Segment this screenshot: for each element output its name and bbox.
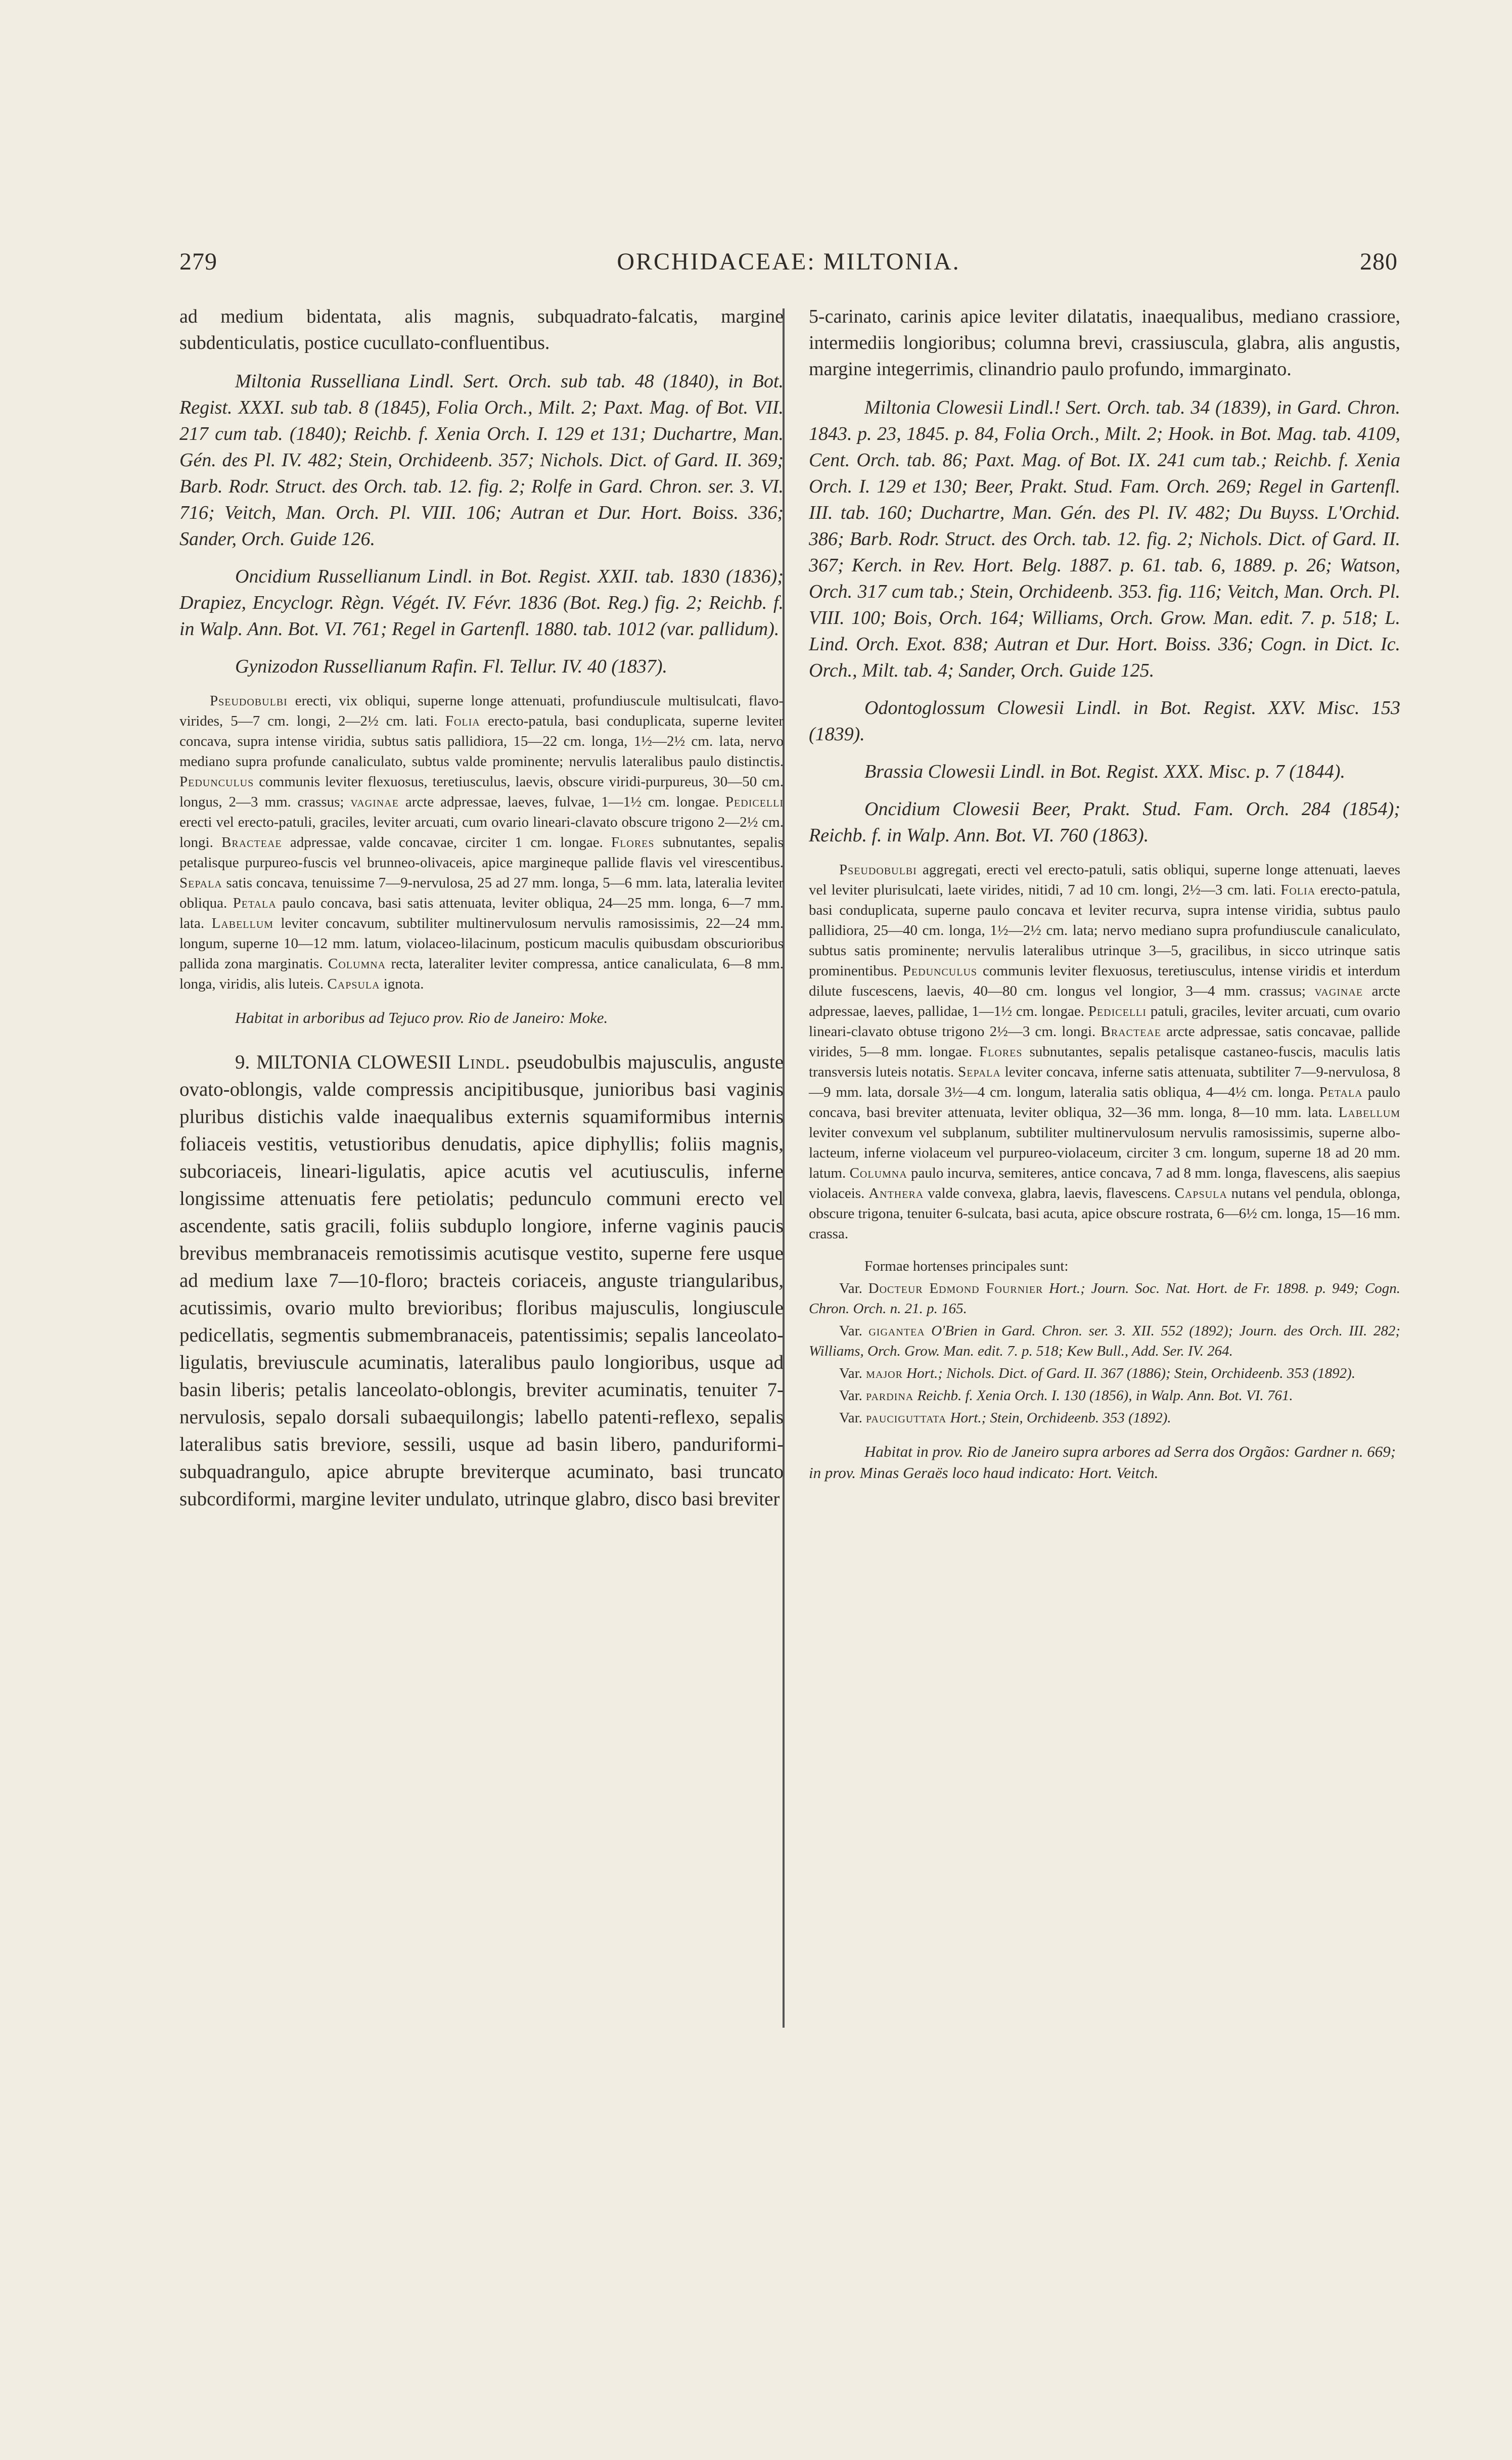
variety-pauciguttata: Var. pauciguttata Hort.; Stein, Orchideenb. 353 (1892). [839, 1410, 1171, 1426]
variety-fournier: Var. Docteur Edmond Fournier Hort.; Journ. Soc. Nat. Hort. de Fr. 1898. p. 949; Cogn. Chron. Orch. n. 21. p. 165. [809, 1280, 1400, 1317]
citation-brassia: Brassia Clowesii Lindl. in Bot. Regist. XXX. Misc. p. 7 (1844). [864, 761, 1346, 782]
right-column [809, 303, 1400, 1504]
description-paragraph: Pseudobulbi erecti, vix obliqui, superne longe attenuati, profundiuscule multisulcati, flavo-virides, 5—7 cm. longi, 2—2½ cm. lati. Folia erecto-patula, basi conduplicata, superne leviter concava, supra intense viridia, subtus satis pallidiora, 15—22 cm. longa, 1½—2½ cm. lata, nervo mediano supra profunde canaliculato, subtus valde prominente; nervulis lateralibus paulo distinctis. Pedunculus communis leviter flexuosus, teretiusculus, laevis, obscure viridi-purpureus, 30—50 cm. longus, 2—3 mm. crassus; vaginae arcte adpressae, laeves, fulvae, 1—1½ cm. longae. Pedicelli erecti vel erecto-patuli, graciles, leviter arcuati, cum ovario lineari-clavato obscure trigono 2—2½ cm. longi. Bracteae adpressae, valde concavae, circiter 1 cm. longae. Flores subnutantes, sepalis petalisque purpureo-fuscis vel brunneo-olivaceis, apice margineque pallide flavis vel virescentibus. Sepala satis concava, tenuissime 7—9-nervulosa, 25 ad 27 mm. longa, 5—6 mm. lata, lateralia leviter obliqua. Petala paulo concava, basi satis attenuata, leviter obliqua, 24—25 mm. longa, 6—7 mm. lata. Labellum leviter concavum, subtiliter multinervulosum nervulis ramosissimis, 22—24 mm. longum, superne 10—12 mm. latum, violaceo-lilacinum, posticum maculis quibusdam obscurioribus pallida zona marginatis. Columna recta, lateraliter leviter compressa, antice canaliculata, 6—8 mm. longa, viridis, alis luteis. Capsula ignota. [179, 693, 784, 992]
page-number-right: 280 [1360, 248, 1398, 275]
species-author: Lindl. [457, 1051, 511, 1073]
description-paragraph-right: Pseudobulbi aggregati, erecti vel erecto-patuli, satis obliqui, superne longe attenuati, laeves vel leviter plurisulcati, laete virides, nitidi, 7 ad 10 cm. longi, 2½—3 cm. lati. Folia erecto-patula, basi conduplicata, superne paulo concava et leviter recurva, supra intense viridia, subtus paulo pallidiora, 25—40 cm. longa, 1½—2½ cm. lata; nervo mediano supra profundiuscule canaliculato, subtus satis prominente; nervulis lateralibus utrinque 3—5, gracilibus, in sicco utrinque satis prominentibus. Pedunculus communis leviter flexuosus, teretiusculus, intense viridis et interdum dilute fuscescens, laevis, 40—80 cm. longus vel longior, 3—4 mm. crassus; vaginae arcte adpressae, laeves, pallidae, 1—1½ cm. longae. Pedicelli patuli, graciles, leviter arcuati, cum ovario lineari-clavato obtuse trigono 2½—3 cm. longi. Bracteae arcte adpressae, satis concavae, pallide virides, 5—8 mm. longae. Flores subnutantes, sepalis petalisque castaneo-fuscis, maculis latis transversis luteis notatis. Sepala leviter concava, inferne satis attenuata, subtiliter 7—9-nervulosa, 8—9 mm. lata, dorsale 3½—4 cm. longum, lateralia satis obliqua, 4—4½ cm. longa. Petala paulo concava, basi breviter attenuata, leviter obliqua, 32—36 mm. longa, 8—10 mm. lata. Labellum leviter convexum vel subplanum, subtiliter multinervulosum nervulis ramosissimis, superne albo-lacteum, inferne violaceum vel purpureo-violaceum, circiter 3 cm. longum, superne 18 ad 20 mm. latum. Columna paulo incurva, semiteres, antice concava, 7 ad 8 mm. longa, flavescens, alis saepius violaceis. Anthera valde convexa, glabra, laevis, flavescens. Capsula nutans vel pendula, oblonga, obscure trigona, tenuiter 6-sulcata, basi acuta, apice obscure rostrata, 6—6½ cm. longa, 15—16 mm. crassa. [809, 862, 1401, 1242]
citation-miltonia-russelliana: Miltonia Russelliana Lindl. Sert. Orch. sub tab. 48 (1840), in Bot. Regist. XXXI. sub tab. 8 (1845), Folia Orch., Milt. 2; Paxt. Mag. of Bot. VII. 217 cum tab. (1840); Reichb. f. Xenia Orch. I. 129 et 131; Duchartre, Man. Gén. des Pl. IV. 482; Stein, Orchideenb. 357; Nichols. Dict. of Gard. II. 369; Barb. Rodr. Struct. des Orch. tab. 12. fig. 2; Rolfe in Gard. Chron. ser. 3. VI. 716; Veitch, Man. Orch. Pl. VIII. 106; Autran et Dur. Hort. Boiss. 336; Sander, Orch. Guide 126. [179, 371, 784, 550]
species-heading: 9. MILTONIA CLOWESII [235, 1051, 451, 1073]
variety-major: Var. major Hort.; Nichols. Dict. of Gard. II. 367 (1886); Stein, Orchideenb. 353 (1892). [839, 1365, 1356, 1381]
citation-miltonia-clowesii: Miltonia Clowesii Lindl.! Sert. Orch. tab. 34 (1839), in Gard. Chron. 1843. p. 23, 1845. p. 84, Folia Orch., Milt. 2; Hook. in Bot. Mag. tab. 4109, Cent. Orch. tab. 86; Paxt. Mag. of Bot. IX. 241 cum tab.; Reichb. f. Xenia Orch. I. 129 et 130; Beer, Prakt. Stud. Fam. Orch. 269; Regel in Gartenfl. III. tab. 160; Duchartre, Man. Gén. des Pl. IV. 482; Du Buyss. L'Orchid. 386; Barb. Rodr. Struct. des Orch. tab. 12. fig. 2; Nichols. Dict. of Gard. II. 367; Kerch. in Rev. Hort. Belg. 1887. p. 61. tab. 6, 1889. p. 26; Watson, Orch. 317 cum tab.; Stein, Orchideenb. 353. fig. 116; Veitch, Man. Orch. Pl. VIII. 100; Bois, Orch. 164; Williams, Orch. Grow. Man. edit. 7. p. 518; L. Lind. Orch. Exot. 838; Autran et Dur. Hort. Boiss. 336; Cogn. in Dict. Ic. Orch., Milt. tab. 4; Sander, Orch. Guide 125. [809, 397, 1400, 681]
running-title: ORCHIDACEAE: MILTONIA. [617, 248, 960, 275]
variety-pardina: Var. pardina Reichb. f. Xenia Orch. I. 130 (1856), in Walp. Ann. Bot. VI. 761. [839, 1388, 1293, 1404]
variety-gigantea: Var. gigantea O'Brien in Gard. Chron. ser. 3. XII. 552 (1892); Journ. des Orch. III. 282; Williams, Orch. Grow. Man. edit. 7. p. 518; Kew Bull., Add. Ser. IV. 264. [809, 1323, 1400, 1359]
varieties-heading: Formae hortenses principales sunt: [864, 1258, 1069, 1274]
citation-oncidium-russellianum: Oncidium Russellianum Lindl. in Bot. Regist. XXII. tab. 1830 (1836); Drapiez, Encyclogr. Règn. Végét. IV. Févr. 1836 (Bot. Reg.) fig. 2; Reichb. f. in Walp. Ann. Bot. VI. 761; Regel in Gartenfl. 1880. tab. 1012 (var. pallidum). [179, 566, 784, 640]
citation-odontoglossum: Odontoglossum Clowesii Lindl. in Bot. Regist. XXV. Misc. 153 (1839). [809, 697, 1400, 745]
citation-gynizodon: Gynizodon Russellianum Rafin. Fl. Tellur. IV. 40 (1837). [235, 656, 667, 677]
species-section-clowesii [179, 1049, 784, 1513]
citation-oncidium-clowesii: Oncidium Clowesii Beer, Prakt. Stud. Fam. Orch. 284 (1854); Reichb. f. in Walp. Ann. Bot. VI. 760 (1863). [809, 798, 1400, 846]
continuation-paragraph: ad medium bidentata, alis magnis, subquadrato-falcatis, margine subdenticulatis, postice cucullato-confluentibus. [179, 306, 784, 353]
habitat-note-right: Habitat in prov. Rio de Janeiro supra arbores ad Serra dos Orgãos: Gardner n. 669; in prov. Minas Geraës loco haud indicato: Hort. Veitch. [809, 1443, 1396, 1482]
species-diagnosis: pseudobulbis majusculis, anguste ovato-oblongis, valde compressis ancipitibusque, junioribus basi vaginis pluribus distichis valde inaequalibus externis squamiformibus internis foliaceis vestitis, vetustioribus denudatis, apice diphyllis; foliis magnis, subcoriaceis, lineari-ligulatis, apice acutis vel acutiusculis, inferne longissime attenuatis fere petiolatis; pedunculo communi erecto vel ascendente, satis gracili, foliis subduplo longiore, inferne vaginis paucis brevibus membranaceis remotissimis acutisque vestito, superne fere usque ad medium laxe 7—10-floro; bracteis coriaceis, anguste triangularibus, acutissimis, ovario multo brevioribus; floribus majusculis, longiuscule pedicellatis, segmentis submembranaceis, patentissimis; sepalis lanceolato-ligulatis, breviuscule acuminatis, lateralibus paulo longioribus, usque ad basin liberis; petalis lanceolato-oblongis, breviter acuminatis, tenuiter 7-nervulosis, sepalo dorsali subaequilongis; labello patenti-reflexo, sepalis lateralibus satis breviore, sessili, usque ad basin libero, panduriformi-subquadrangulo, apice abrupte breviterque acuminato, basi truncato subcordiformi, margine leviter undulato, utrinque glabro, disco basi breviter [179, 1051, 784, 1510]
continuation-paragraph-right: 5-carinato, carinis apice leviter dilatatis, inaequalibus, mediano crassiore, intermediis longioribus; columna brevi, crassiuscula, glabra, alis angustis, margine integerrimis, clinandrio paulo profundo, immarginato. [809, 306, 1400, 380]
left-column [179, 303, 784, 1513]
page-number-left: 279 [179, 248, 217, 275]
page-header [179, 248, 1398, 288]
habitat-note: Habitat in arboribus ad Tejuco prov. Rio de Janeiro: Moke. [235, 1009, 608, 1026]
